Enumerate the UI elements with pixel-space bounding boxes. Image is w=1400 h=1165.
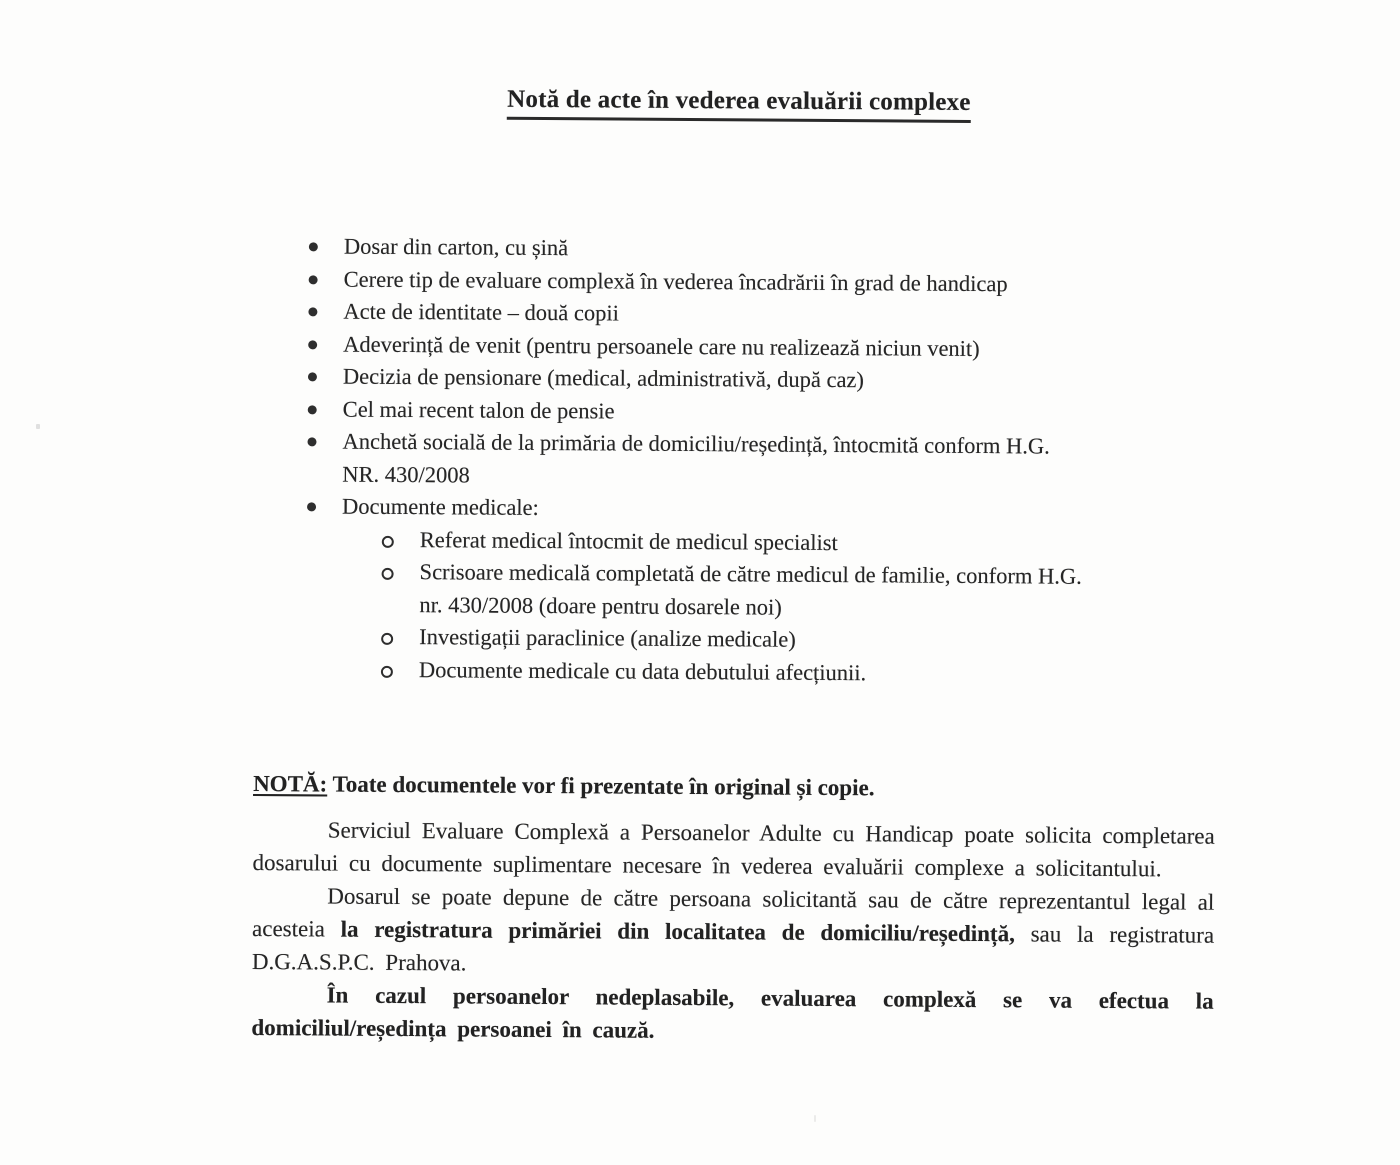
sub-list-item [254,652,1216,691]
circle-bullet-icon [381,633,393,645]
note-label: NOTĂ: [253,770,328,797]
paragraph [252,879,1215,985]
bullet-icon [307,437,316,446]
list-item-line: Referat medical întocmit de medicul specialist [419,526,838,555]
bullet-icon [308,405,317,414]
bullet-icon [308,372,317,381]
list-item-line: Documente medicale cu data debutului afecțiunii. [418,656,867,685]
sub-list-item [254,555,1216,627]
bullet-icon [309,242,318,251]
document-content [251,84,1220,1051]
list-item-line: Dosar din carton, cu șină [343,233,569,261]
circle-bullet-icon [381,665,393,677]
bullet-icon [309,275,318,284]
page-title: Notă de acte în vederea evaluării complexe [507,86,971,123]
paragraph [251,978,1213,1051]
list-item-line: Scrisoare medicală completată de către medicul de familie, conform H.G. [419,559,1082,589]
list-item-line: Documente medicale: [341,493,539,520]
scan-speck [814,1115,816,1122]
circle-bullet-icon [382,568,394,580]
list-item-line: Cerere tip de evaluare complexă în vederea încadrării în grad de handicap [343,266,1008,296]
note-section [253,767,1215,807]
bullet-icon [308,340,317,349]
note-text: Toate documentele vor fi prezentate în original și copie. [332,771,875,801]
paragraph [252,813,1214,886]
list-item-line: Cel mai recent talon de pensie [342,396,615,423]
list-item [255,425,1217,497]
list-item-line: NR. 430/2008 [342,461,470,487]
title-row [258,84,1220,125]
list-item-line: Investigații paraclinice (analize medicale) [419,624,796,652]
bullet-icon [307,502,316,511]
circle-bullet-icon [382,535,394,547]
body-paragraphs [251,813,1215,1051]
list-item-text [419,556,1216,627]
document-list [254,230,1219,692]
paragraph-text-bold: În cazul persoanelor nedeplasabile, evaluarea complexă se va efectua la domiciliul/reședința persoanei în cauză. [251,982,1214,1043]
paragraph-text: Serviciul Evaluare Complexă a Persoanelor Adulte cu Handicap poate solicita completarea dosarului cu documente suplimentare necesare în vederea evaluării complexe a solicitantului. [252,817,1215,882]
list-item-line: nr. 430/2008 (doare pentru dosarele noi) [419,591,782,620]
list-item-line: Acte de identitate – două copii [343,298,620,326]
list-item [255,490,1217,529]
bullet-icon [308,307,317,316]
list-item-line: Anchetă socială de la primăria de domiciliu/reședință, întocmită conform H.G. [342,428,1050,459]
list-item-text [419,654,1216,692]
paragraph-text: sau la registratura D.G.A.S.P.C. Prahova. [251,921,1215,976]
list-item-text [342,426,1217,497]
list-item-line: Adeverință de venit (pentru persoanele care nu realizează niciun venit) [343,331,980,361]
scan-speck [36,424,40,429]
list-item-line: Decizia de pensionare (medical, administrativă, după caz) [342,363,865,393]
paragraph-text-bold: la registratura primăriei din localitatea de domiciliu/reședință, [340,916,1015,947]
paragraph-text: Dosarul se poate depune de către persoana solicitantă sau de către reprezentantul legal al acesteia [252,883,1215,942]
